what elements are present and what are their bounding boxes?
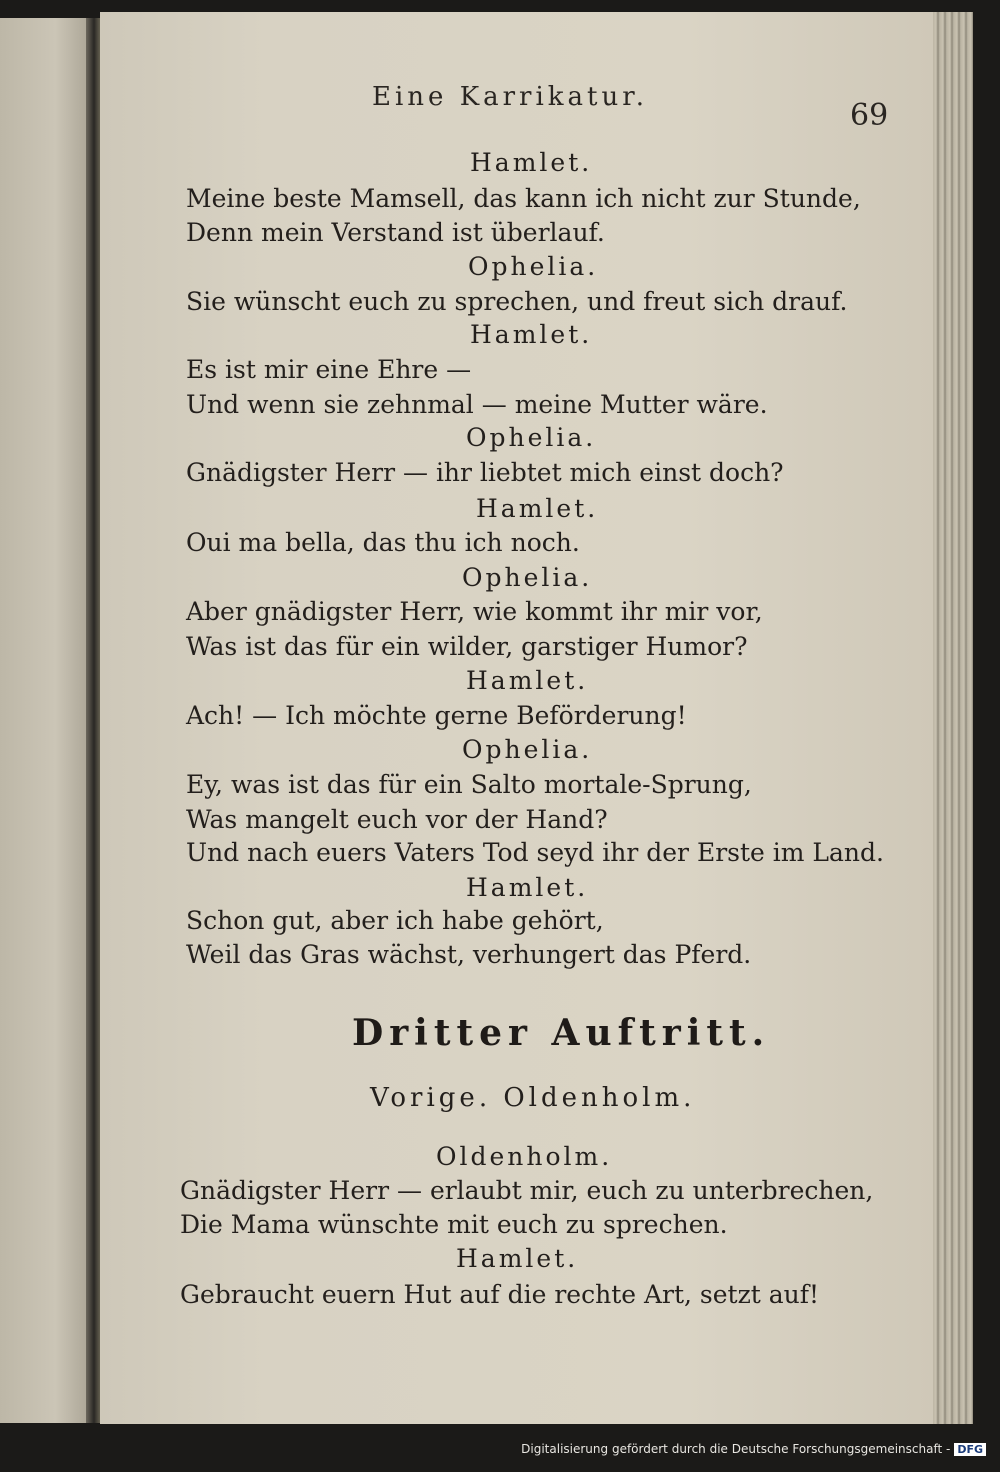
verse-line: Die Mama wünschte mit euch zu sprechen. — [180, 1210, 728, 1239]
scene-heading: Dritter Auftritt. — [352, 1012, 771, 1054]
running-head: Eine Karrikatur. — [372, 82, 649, 112]
verse-line: Gebraucht euern Hut auf die rechte Art, setzt auf! — [180, 1280, 820, 1309]
speaker-name: Hamlet. — [456, 1244, 579, 1273]
digitization-credit — [521, 1442, 986, 1456]
left-page-edge — [0, 18, 92, 1423]
speaker-name: Hamlet. — [470, 148, 593, 177]
verse-line: Was mangelt euch vor der Hand? — [186, 805, 608, 834]
speaker-name: Ophelia. — [462, 563, 593, 592]
verse-line: Gnädigster Herr — ihr liebtet mich einst doch? — [186, 458, 784, 487]
speaker-name: Hamlet. — [476, 494, 599, 523]
verse-line: Sie wünscht euch zu sprechen, und freut sich drauf. — [186, 287, 848, 316]
verse-line: Oui ma bella, das thu ich noch. — [186, 528, 580, 557]
speaker-name: Hamlet. — [466, 873, 589, 902]
speaker-name: Oldenholm. — [436, 1142, 613, 1171]
dfg-logo: DFG — [954, 1443, 986, 1456]
speaker-name: Ophelia. — [466, 423, 597, 452]
verse-line: Meine beste Mamsell, das kann ich nicht zur Stunde, — [186, 184, 861, 213]
verse-line: Gnädigster Herr — erlaubt mir, euch zu unterbrechen, — [180, 1176, 874, 1205]
verse-line: Es ist mir eine Ehre — — [186, 355, 472, 384]
verse-line: Ach! — Ich möchte gerne Beförderung! — [186, 701, 687, 730]
speaker-name: Ophelia. — [468, 252, 599, 281]
verse-line: Und nach euers Vaters Tod seyd ihr der Erste im Land. — [186, 838, 884, 867]
verse-line: Ey, was ist das für ein Salto mortale-Sprung, — [186, 770, 752, 799]
verse-line: Und wenn sie zehnmal — meine Mutter wäre. — [186, 390, 768, 419]
verse-line: Aber gnädigster Herr, wie kommt ihr mir vor, — [186, 597, 763, 626]
verse-line: Denn mein Verstand ist überlauf. — [186, 218, 605, 247]
verse-line: Was ist das für ein wilder, garstiger Humor? — [186, 632, 748, 661]
credit-text: Digitalisierung gefördert durch die Deutsche Forschungsgemeinschaft - — [521, 1442, 951, 1456]
page-number: 69 — [850, 98, 889, 133]
scene-subheading: Vorige. Oldenholm. — [370, 1083, 696, 1113]
verse-line: Schon gut, aber ich habe gehört, — [186, 906, 604, 935]
speaker-name: Hamlet. — [466, 666, 589, 695]
page-stack-edge — [933, 12, 973, 1424]
speaker-name: Ophelia. — [462, 735, 593, 764]
speaker-name: Hamlet. — [470, 320, 593, 349]
verse-line: Weil das Gras wächst, verhungert das Pferd. — [186, 940, 752, 969]
